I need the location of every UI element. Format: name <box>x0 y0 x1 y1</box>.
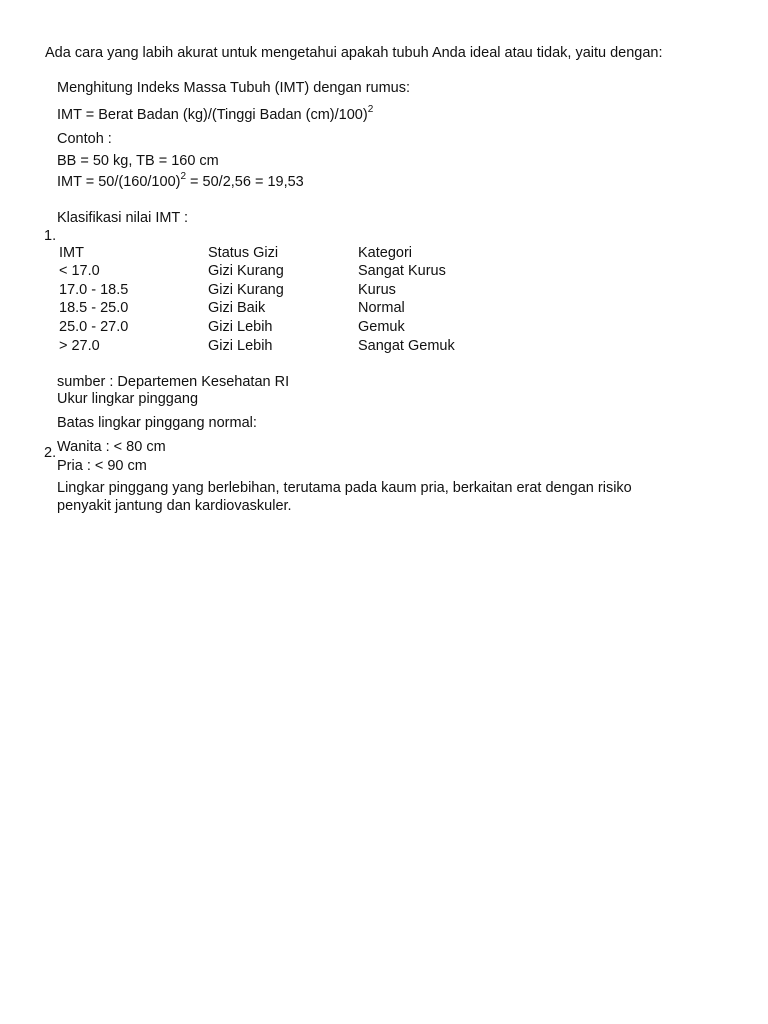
table-cell-kategori: Sangat Gemuk <box>358 338 455 354</box>
table-cell-status: Gizi Kurang <box>208 263 284 279</box>
list-number-2: 2. <box>44 445 57 461</box>
table-cell-imt: 18.5 - 25.0 <box>59 300 129 316</box>
example-calc-part-b: = 50/2,56 = 19,53 <box>186 174 304 190</box>
source-text: sumber : Departemen Kesehatan RI <box>57 374 290 390</box>
table-cell-imt: 25.0 - 27.0 <box>59 319 129 335</box>
table-cell-status: Gizi Lebih <box>208 319 273 335</box>
table-cell-kategori: Gemuk <box>358 319 405 335</box>
table-header-imt: IMT <box>59 245 84 261</box>
table-cell-status: Gizi Baik <box>208 300 266 316</box>
waist-note-line-1: Lingkar pinggang yang berlebihan, terutama pada kaum pria, berkaitan erat dengan risiko <box>57 480 632 496</box>
table-cell-imt: > 27.0 <box>59 338 100 354</box>
example-calc-part-a: IMT = 50/(160/100) <box>57 174 181 190</box>
table-header-status: Status Gizi <box>208 245 279 261</box>
classification-label: Klasifikasi nilai IMT : <box>57 210 189 226</box>
table-cell-status: Gizi Lebih <box>208 338 273 354</box>
example-calculation <box>57 173 304 191</box>
table-cell-imt: < 17.0 <box>59 263 100 279</box>
table-cell-kategori: Normal <box>358 300 405 316</box>
imt-formula <box>57 106 373 124</box>
waist-women: Wanita : < 80 cm <box>57 439 166 455</box>
example-values: BB = 50 kg, TB = 160 cm <box>57 153 219 169</box>
example-calc-exponent: 2 <box>180 171 187 183</box>
imt-heading: Menghitung Indeks Massa Tubuh (IMT) dengan rumus: <box>57 80 411 96</box>
waist-note-line-2: penyakit jantung dan kardiovaskuler. <box>57 498 292 514</box>
imt-formula-text: IMT = Berat Badan (kg)/(Tinggi Badan (cm)/100) <box>57 107 368 123</box>
table-cell-kategori: Sangat Kurus <box>358 263 446 279</box>
example-label: Contoh : <box>57 131 112 147</box>
table-cell-imt: 17.0 - 18.5 <box>59 282 129 298</box>
intro-text: Ada cara yang labih akurat untuk mengetahui apakah tubuh Anda ideal atau tidak, yaitu dengan: <box>45 45 663 61</box>
waist-men: Pria : < 90 cm <box>57 458 147 474</box>
list-number-1: 1. <box>44 228 57 244</box>
table-cell-kategori: Kurus <box>358 282 396 298</box>
table-header-kategori: Kategori <box>358 245 413 261</box>
table-cell-status: Gizi Kurang <box>208 282 284 298</box>
imt-formula-exponent: 2 <box>367 104 374 116</box>
waist-limit-label: Batas lingkar pinggang normal: <box>57 415 257 431</box>
waist-heading: Ukur lingkar pinggang <box>57 391 199 407</box>
